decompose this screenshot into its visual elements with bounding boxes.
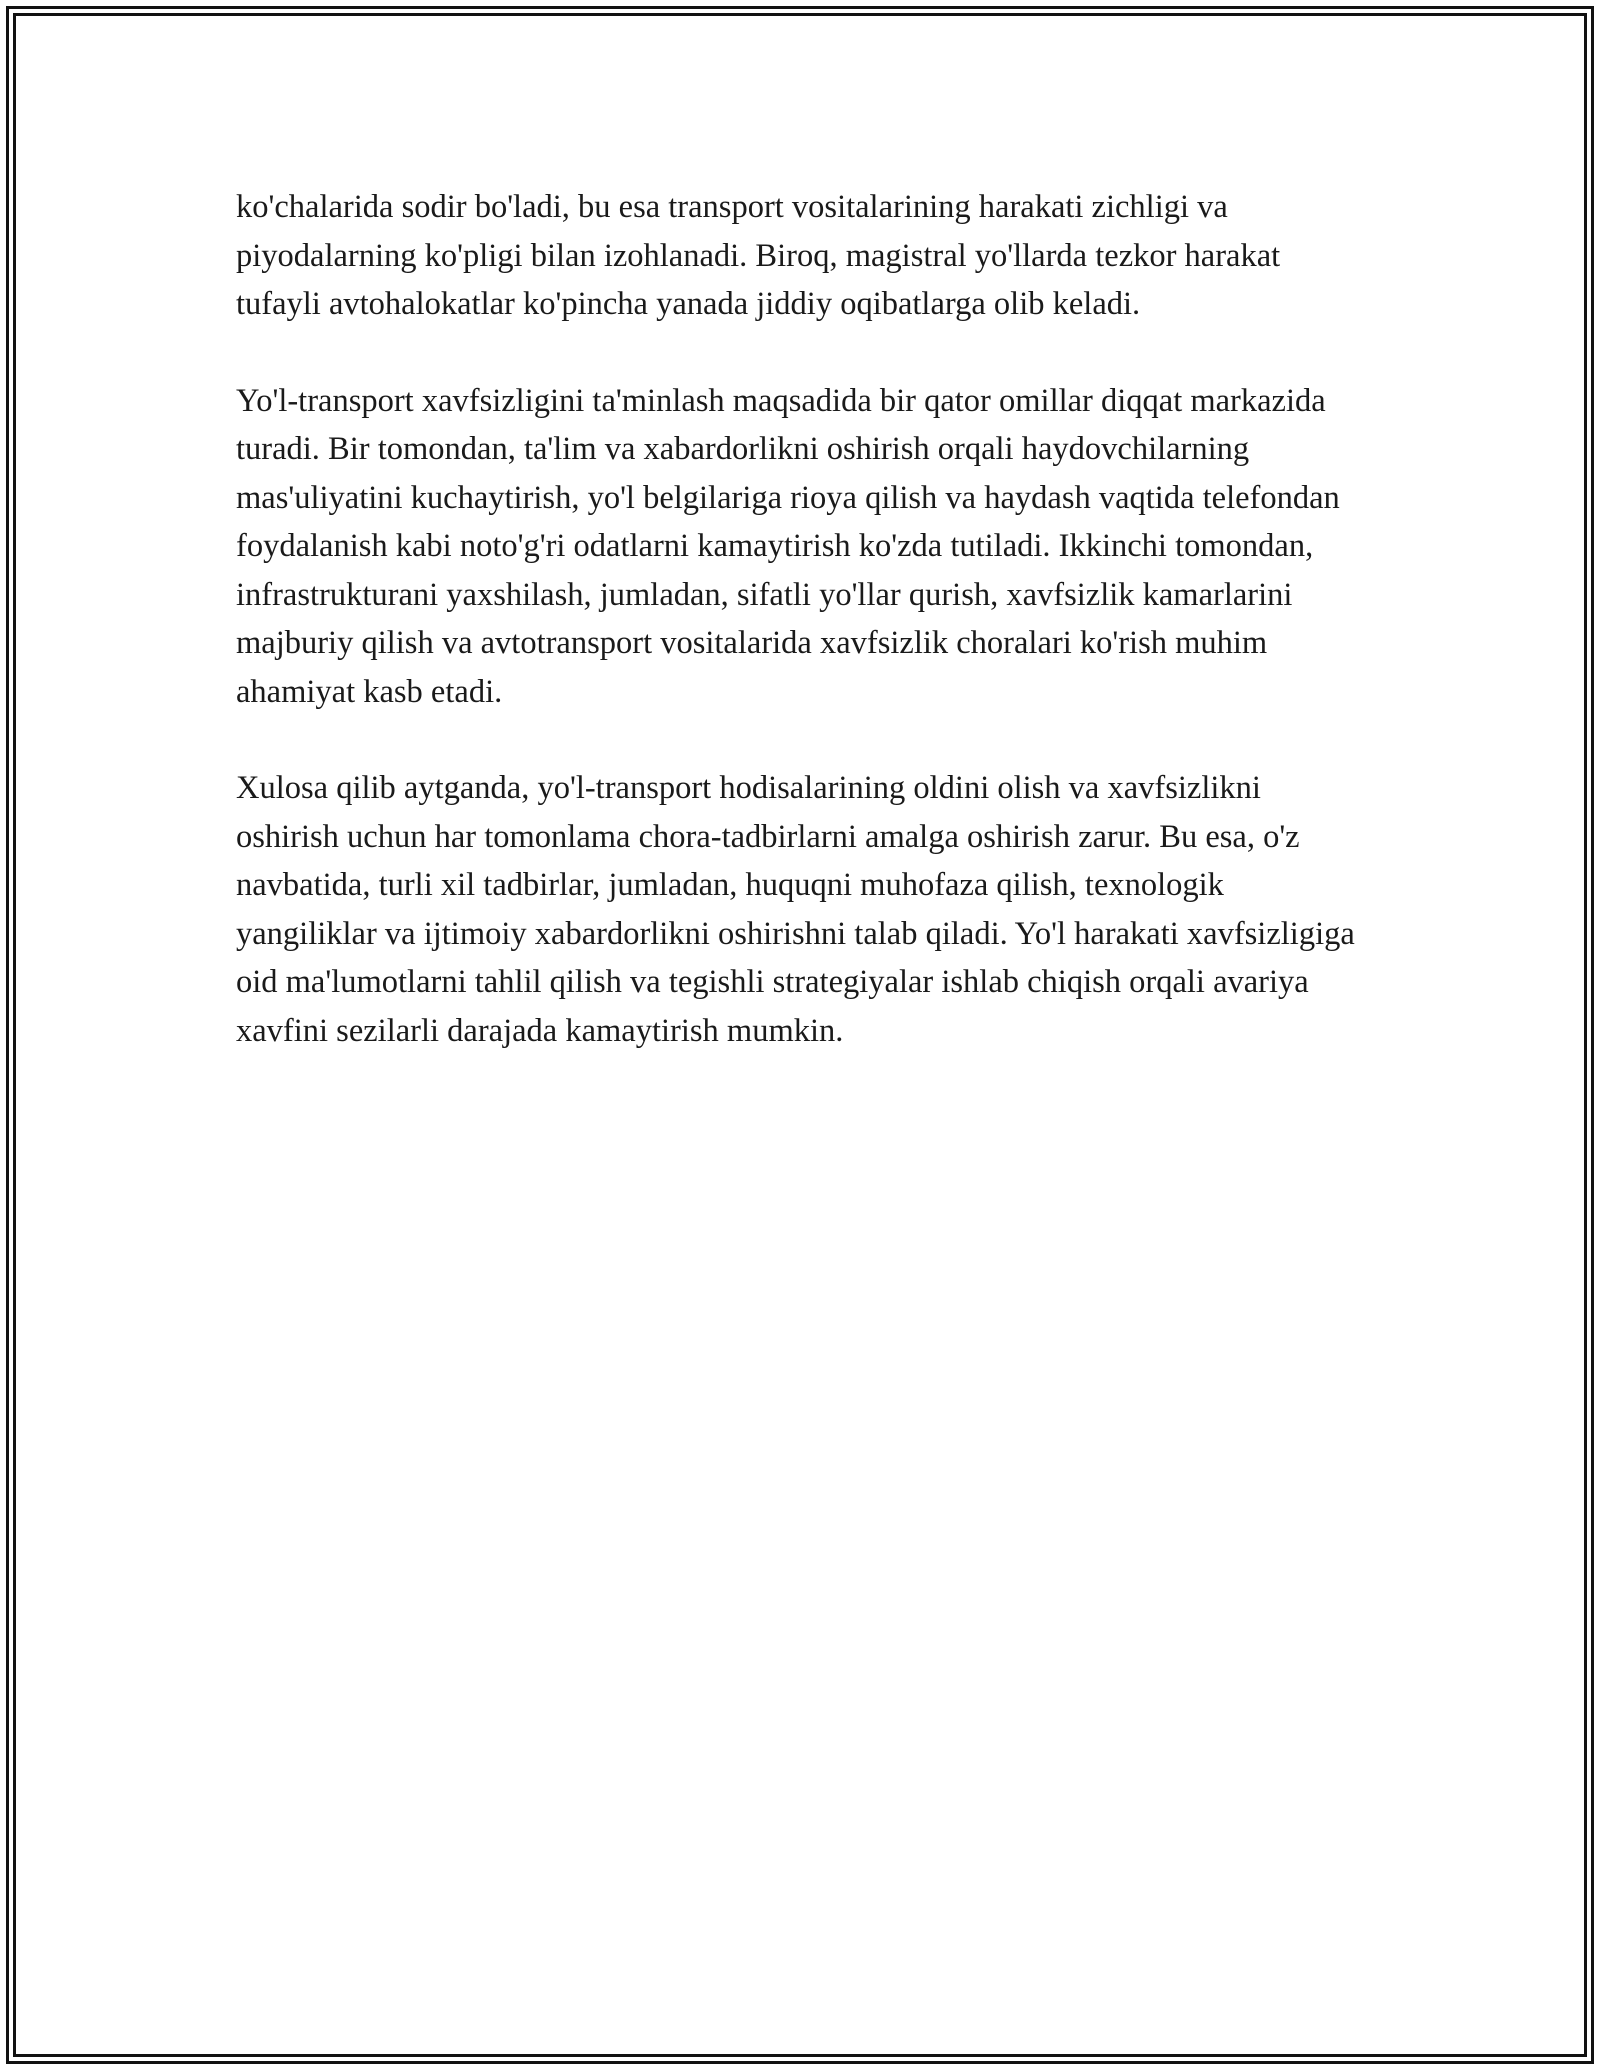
paragraph-3: Xulosa qilib aytganda, yo'l-transport hodisalarining oldini olish va xavfsizlikni oshirish uchun har tomonlama chora-tadbirlarni amalga oshirish zarur. Bu esa, o'z navbatida, turli xil tadbirlar, jumladan, huquqni muhofaza qilish, texnologik yangiliklar va ijtimoiy xabardorlikni oshirishni talab qiladi. Yo'l harakati xavfsizligiga oid ma'lumotlarni tahlil qilish va tegishli strategiyalar ishlab chiqish orqali avariya xavfini sezilarli darajada kamaytirish mumkin. bbox=[236, 770, 1355, 1049]
document-body bbox=[236, 183, 1366, 1103]
paragraph-2: Yo'l-transport xavfsizligini ta'minlash maqsadida bir qator omillar diqqat markazida turadi. Bir tomondan, ta'lim va xabardorlikni oshirish orqali haydovchilarning mas'uliyatini kuchaytirish, yo'l belgilariga rioya qilish va haydash vaqtida telefondan foydalanish kabi noto'g'ri odatlarni kamaytirish ko'zda tutiladi. Ikkinchi tomondan, infrastrukturani yaxshilash, jumladan, sifatli yo'llar qurish, xavfsizlik kamarlarini majburiy qilish va avtotransport vositalarida xavfsizlik choralari ko'rish muhim ahamiyat kasb etadi. bbox=[236, 382, 1340, 710]
paragraph-1: ko'chalarida sodir bo'ladi, bu esa transport vositalarining harakati zichligi va piyodalarning ko'pligi bilan izohlanadi. Biroq, magistral yo'llarda tezkor harakat tufayli avtohalokatlar ko'pincha yanada jiddiy oqibatlarga olib keladi. bbox=[236, 189, 1281, 322]
